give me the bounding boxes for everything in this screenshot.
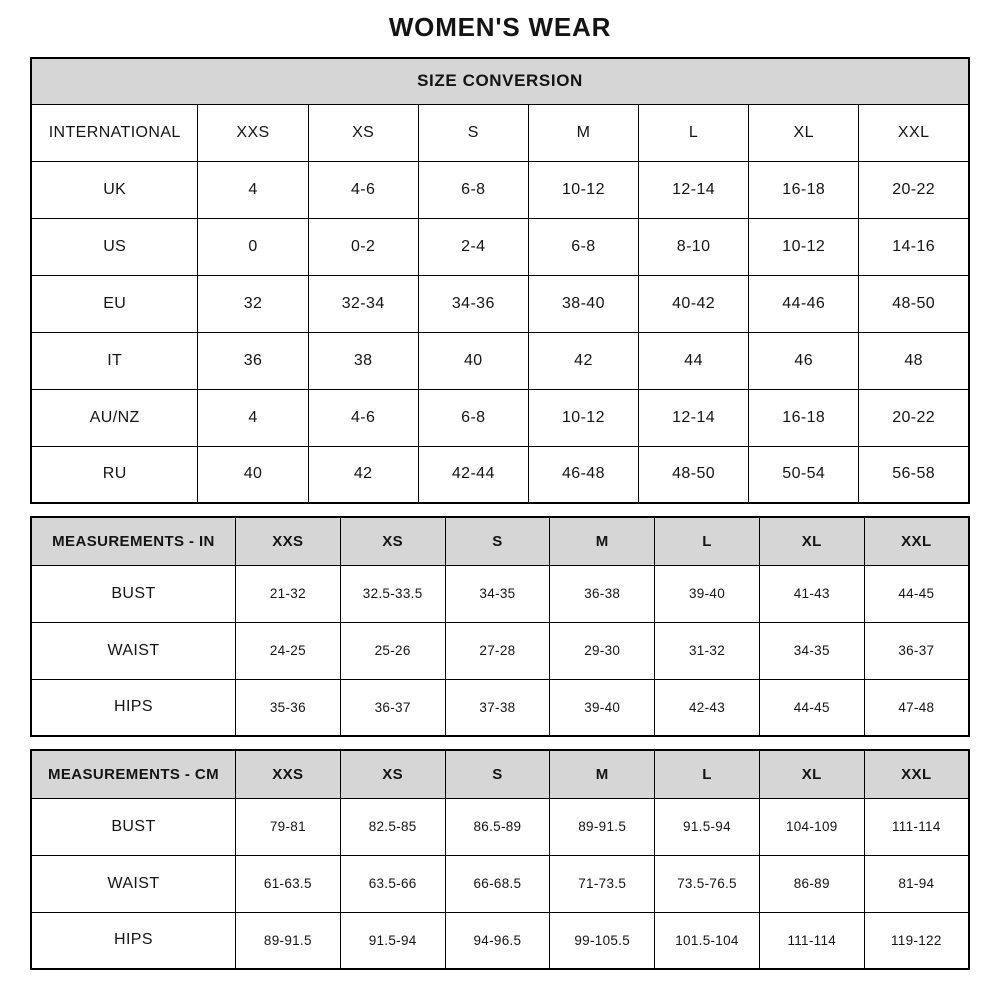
size-value-cell: 6-8 (418, 389, 528, 446)
size-value-cell: 38 (308, 332, 418, 389)
size-value-cell: 44 (639, 332, 749, 389)
size-column-header: L (655, 750, 760, 798)
table-row (31, 679, 969, 736)
size-value-cell: 34-35 (445, 565, 550, 622)
size-value-cell: 73.5-76.5 (655, 855, 760, 912)
size-value-cell: 99-105.5 (550, 912, 655, 969)
size-value-cell: 34-35 (759, 622, 864, 679)
size-column-header: L (655, 517, 760, 565)
size-value-cell: 39-40 (655, 565, 760, 622)
size-value-cell: 4-6 (308, 389, 418, 446)
size-value-cell: 12-14 (639, 161, 749, 218)
size-value-cell: XXS (198, 104, 308, 161)
size-value-cell: XL (749, 104, 859, 161)
table-row (31, 446, 969, 503)
size-value-cell: 101.5-104 (655, 912, 760, 969)
size-value-cell: 4 (198, 161, 308, 218)
table-row (31, 275, 969, 332)
size-value-cell: 81-94 (864, 855, 969, 912)
size-value-cell: 42-43 (655, 679, 760, 736)
size-column-header: XXL (864, 750, 969, 798)
size-value-cell: 20-22 (859, 389, 969, 446)
size-value-cell: 21-32 (235, 565, 340, 622)
size-value-cell: XXL (859, 104, 969, 161)
size-value-cell: 82.5-85 (340, 798, 445, 855)
row-label: INTERNATIONAL (31, 104, 198, 161)
size-value-cell: 46 (749, 332, 859, 389)
row-label: HIPS (31, 679, 235, 736)
table-row (31, 565, 969, 622)
size-value-cell: 39-40 (550, 679, 655, 736)
table-row (31, 912, 969, 969)
size-conversion-banner-row (31, 58, 969, 104)
size-value-cell: 48 (859, 332, 969, 389)
size-value-cell: 56-58 (859, 446, 969, 503)
size-value-cell: 12-14 (639, 389, 749, 446)
row-label: WAIST (31, 855, 235, 912)
size-value-cell: 42-44 (418, 446, 528, 503)
size-conversion-title: SIZE CONVERSION (31, 58, 969, 104)
size-value-cell: 24-25 (235, 622, 340, 679)
size-value-cell: 48-50 (859, 275, 969, 332)
row-label: US (31, 218, 198, 275)
table-row (31, 855, 969, 912)
size-value-cell: 8-10 (639, 218, 749, 275)
size-value-cell: 10-12 (528, 389, 638, 446)
size-value-cell: 29-30 (550, 622, 655, 679)
size-column-header: M (550, 517, 655, 565)
row-label: UK (31, 161, 198, 218)
size-value-cell: 104-109 (759, 798, 864, 855)
size-value-cell: S (418, 104, 528, 161)
measurements-header-label: MEASUREMENTS - IN (31, 517, 235, 565)
measurements-cm-header-row (31, 750, 969, 798)
size-value-cell: XS (308, 104, 418, 161)
size-column-header: XS (340, 750, 445, 798)
size-conversion-table (30, 57, 970, 504)
size-value-cell: 34-36 (418, 275, 528, 332)
row-label: BUST (31, 565, 235, 622)
size-value-cell: 36-37 (340, 679, 445, 736)
size-value-cell: 79-81 (235, 798, 340, 855)
size-value-cell: 10-12 (528, 161, 638, 218)
size-value-cell: 86.5-89 (445, 798, 550, 855)
size-column-header: XS (340, 517, 445, 565)
size-value-cell: 71-73.5 (550, 855, 655, 912)
page-title: WOMEN'S WEAR (388, 12, 612, 42)
size-value-cell: 16-18 (749, 389, 859, 446)
size-column-header: S (445, 517, 550, 565)
size-value-cell: 4-6 (308, 161, 418, 218)
size-value-cell: 6-8 (418, 161, 528, 218)
size-value-cell: 36 (198, 332, 308, 389)
size-value-cell: 42 (528, 332, 638, 389)
size-value-cell: 44-45 (759, 679, 864, 736)
size-value-cell: 32-34 (308, 275, 418, 332)
size-value-cell: 111-114 (864, 798, 969, 855)
size-column-header: XL (759, 517, 864, 565)
table-row (31, 622, 969, 679)
size-value-cell: 0 (198, 218, 308, 275)
row-label: BUST (31, 798, 235, 855)
size-value-cell: 46-48 (528, 446, 638, 503)
size-value-cell: 63.5-66 (340, 855, 445, 912)
size-value-cell: 27-28 (445, 622, 550, 679)
size-value-cell: L (639, 104, 749, 161)
size-value-cell: 6-8 (528, 218, 638, 275)
size-value-cell: 0-2 (308, 218, 418, 275)
measurements-header-label: MEASUREMENTS - CM (31, 750, 235, 798)
size-value-cell: 38-40 (528, 275, 638, 332)
size-value-cell: 10-12 (749, 218, 859, 275)
size-value-cell: 31-32 (655, 622, 760, 679)
size-value-cell: 47-48 (864, 679, 969, 736)
table-row (31, 161, 969, 218)
size-value-cell: 35-36 (235, 679, 340, 736)
measurements-in-header-row (31, 517, 969, 565)
size-value-cell: 4 (198, 389, 308, 446)
size-value-cell: 119-122 (864, 912, 969, 969)
size-value-cell: 94-96.5 (445, 912, 550, 969)
size-value-cell: 89-91.5 (235, 912, 340, 969)
size-column-header: XL (759, 750, 864, 798)
size-value-cell: 16-18 (749, 161, 859, 218)
size-value-cell: 42 (308, 446, 418, 503)
size-value-cell: 40-42 (639, 275, 749, 332)
measurements-cm-table (30, 749, 970, 970)
size-column-header: S (445, 750, 550, 798)
size-value-cell: 86-89 (759, 855, 864, 912)
size-value-cell: 41-43 (759, 565, 864, 622)
size-value-cell: 61-63.5 (235, 855, 340, 912)
size-value-cell: 48-50 (639, 446, 749, 503)
size-value-cell: 37-38 (445, 679, 550, 736)
size-value-cell: 40 (198, 446, 308, 503)
size-value-cell: 32 (198, 275, 308, 332)
table-row (31, 218, 969, 275)
row-label: RU (31, 446, 198, 503)
size-value-cell: 14-16 (859, 218, 969, 275)
size-value-cell: 32.5-33.5 (340, 565, 445, 622)
table-row (31, 389, 969, 446)
row-label: HIPS (31, 912, 235, 969)
size-column-header: M (550, 750, 655, 798)
size-value-cell: 66-68.5 (445, 855, 550, 912)
size-value-cell: 40 (418, 332, 528, 389)
size-value-cell: 44-46 (749, 275, 859, 332)
table-row (31, 332, 969, 389)
size-value-cell: 50-54 (749, 446, 859, 503)
size-value-cell: 89-91.5 (550, 798, 655, 855)
row-label: IT (31, 332, 198, 389)
size-value-cell: 25-26 (340, 622, 445, 679)
size-column-header: XXS (235, 517, 340, 565)
size-value-cell: 2-4 (418, 218, 528, 275)
size-value-cell: 36-38 (550, 565, 655, 622)
size-column-header: XXL (864, 517, 969, 565)
table-row (31, 104, 969, 161)
row-label: EU (31, 275, 198, 332)
table-row (31, 798, 969, 855)
size-value-cell: 44-45 (864, 565, 969, 622)
size-value-cell: 91.5-94 (655, 798, 760, 855)
size-value-cell: 111-114 (759, 912, 864, 969)
size-value-cell: M (528, 104, 638, 161)
row-label: WAIST (31, 622, 235, 679)
measurements-in-table (30, 516, 970, 737)
size-value-cell: 36-37 (864, 622, 969, 679)
size-value-cell: 20-22 (859, 161, 969, 218)
size-value-cell: 91.5-94 (340, 912, 445, 969)
size-column-header: XXS (235, 750, 340, 798)
row-label: AU/NZ (31, 389, 198, 446)
